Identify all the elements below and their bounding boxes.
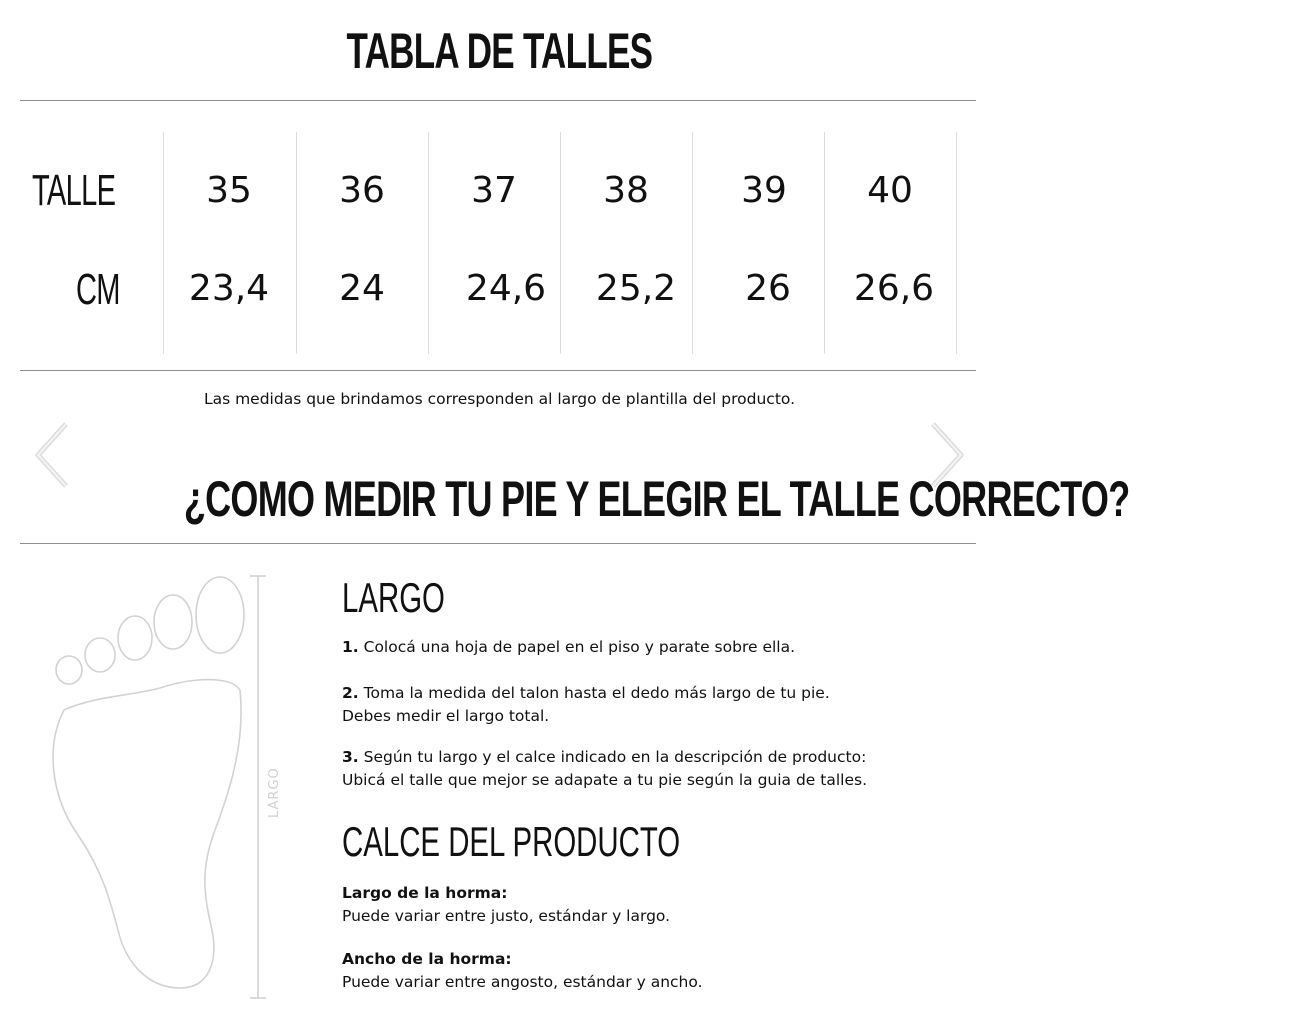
calce-label: Ancho de la horma: [342,950,512,968]
foot-outline-icon [40,570,280,1005]
heading-calce: CALCE DEL PRODUCTO [342,818,681,865]
axis-label: LARGO [267,767,282,818]
calce-item [342,948,962,994]
size-cell: 36 [339,170,385,211]
column-separator [824,132,825,354]
step-3 [342,746,962,792]
cm-cell: 26,6 [853,268,935,309]
step-text: Colocá una hoja de papel en el piso y parate sobre ella. [363,638,796,656]
foot-illustration [40,570,280,1005]
step-1 [342,636,962,659]
divider [20,100,976,101]
size-cell: 38 [603,170,649,211]
step-number: 1. [342,638,359,656]
size-cell: 40 [867,170,913,211]
step-text: Debes medir el largo total. [342,707,550,725]
step-text: Toma la medida del talon hasta el dedo más largo de tu pie. [363,684,830,702]
cm-cell: 25,2 [595,268,677,309]
column-separator [296,132,297,354]
heading-largo: LARGO [342,574,445,621]
calce-text: Puede variar entre justo, estándar y largo. [342,907,671,925]
page-title: TABLA DE TALLES [346,23,653,79]
divider [20,543,976,544]
calce-text: Puede variar entre angosto, estándar y ancho. [342,973,703,991]
cm-cell: 24,6 [465,268,547,309]
section-title: ¿COMO MEDIR TU PIE Y ELEGIR EL TALLE CORRECTO? [183,471,1130,527]
step-number: 2. [342,684,359,702]
column-separator [163,132,164,354]
size-cell: 37 [471,170,517,211]
size-cell: 35 [206,170,252,211]
column-separator [428,132,429,354]
step-number: 3. [342,748,359,766]
cm-cell: 23,4 [188,268,270,309]
column-separator [956,132,957,354]
calce-label: Largo de la horma: [342,884,508,902]
column-separator [560,132,561,354]
column-separator [692,132,693,354]
measurement-note: Las medidas que brindamos corresponden al largo de plantilla del producto. [203,390,796,408]
size-cell: 39 [741,170,787,211]
cm-cell: 26 [745,268,791,309]
step-text: Según tu largo y el calce indicado en la descripción de producto: [363,748,867,766]
step-2 [342,682,962,728]
calce-item [342,882,962,928]
cm-cell: 24 [339,268,385,309]
divider [20,370,976,371]
row-label-size: TALLE [32,166,116,215]
row-label-cm: CM [76,265,120,314]
step-text: Ubicá el talle que mejor se adapate a tu pie según la guia de talles. [342,771,868,789]
